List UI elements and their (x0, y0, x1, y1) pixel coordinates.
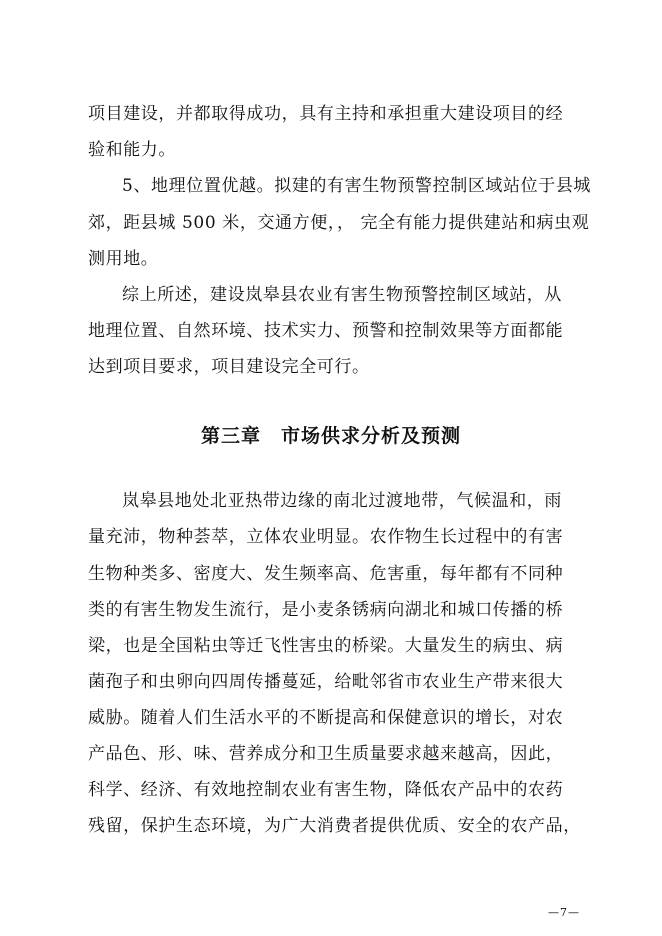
paragraph-4-line-7: 威胁。随着人们生活水平的不断提高和保健意识的增长，对农 (88, 708, 564, 728)
paragraph-4-line-1: 岚皋县地处北亚热带边缘的南北过渡地带，气候温和，雨 (122, 491, 562, 511)
paragraph-4-line-9: 科学、经济、有效地控制农业有害生物，降低农产品中的农药 (88, 780, 564, 800)
paragraph-4-line-10: 残留，保护生态环境，为广大消费者提供优质、安全的农产品， (88, 816, 581, 836)
paragraph-2-line-2: 郊，距县城 500 米，交通方便，， 完全有能力提供建站和病虫观 (88, 213, 590, 233)
paragraph-3-line-1: 综上所述，建设岚皋县农业有害生物预警控制区域站，从 (122, 285, 562, 305)
paragraph-3-line-2: 地理位置、自然环境、技术实力、预警和控制效果等方面都能 (88, 321, 564, 341)
paragraph-2-line-3: 测用地。 (88, 249, 159, 269)
chapter-heading: 第三章 市场供求分析及预测 (200, 425, 461, 447)
paragraph-4-line-4: 类的有害生物发生流行，是小麦条锈病向湖北和城口传播的桥 (88, 600, 564, 620)
paragraph-1-line-2: 验和能力。 (88, 140, 176, 160)
page-number: —7— (548, 906, 580, 919)
paragraph-2-line-1: 5、地理位置优越。拟建的有害生物预警控制区域站位于县城 (122, 176, 592, 196)
paragraph-3-line-3: 达到项目要求，项目建设完全可行。 (88, 357, 370, 377)
paragraph-4-line-8: 产品色、形、味、营养成分和卫生质量要求越来越高，因此， (88, 744, 564, 764)
paragraph-4-line-5: 梁，也是全国粘虫等迁飞性害虫的桥梁。大量发生的病虫、病 (88, 636, 564, 656)
paragraph-1-line-1: 项目建设，并都取得成功，具有主持和承担重大建设项目的经 (88, 104, 564, 124)
paragraph-4-line-6: 菌孢子和虫卵向四周传播蔓延，给毗邻省市农业生产带来很大 (88, 672, 564, 692)
paragraph-4-line-3: 生物种类多、密度大、发生频率高、危害重，每年都有不同种 (88, 564, 564, 584)
paragraph-4-line-2: 量充沛，物种荟萃，立体农业明显。农作物生长过程中的有害 (88, 527, 564, 547)
